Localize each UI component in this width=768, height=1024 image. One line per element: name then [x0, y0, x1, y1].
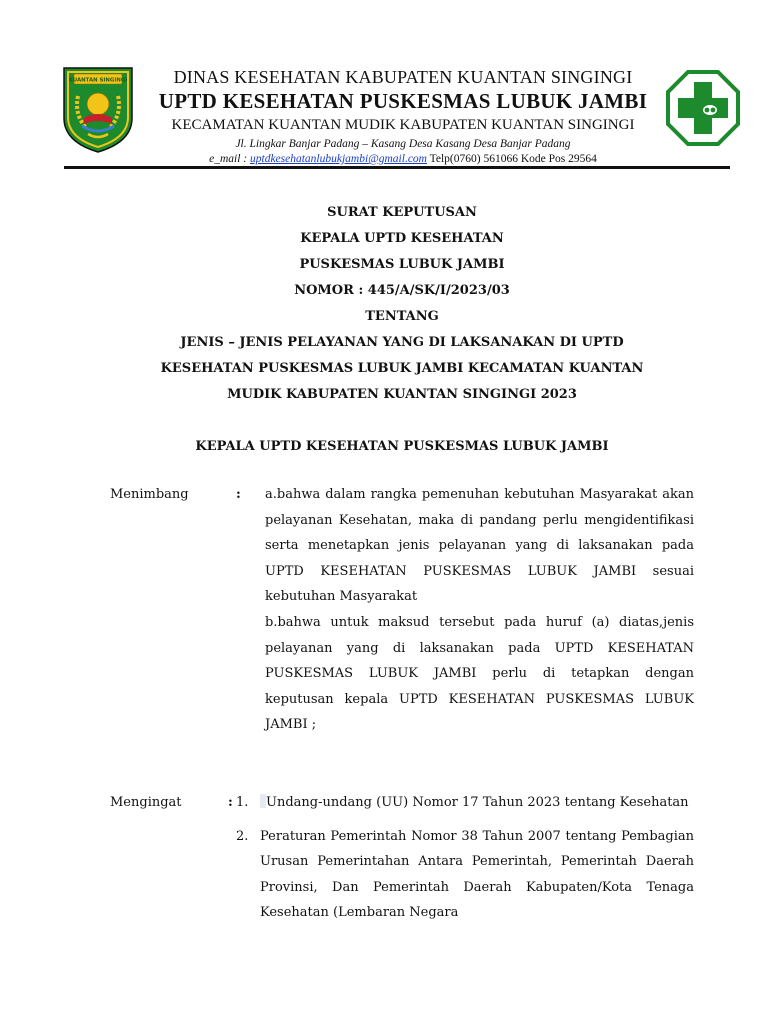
decree-number: NOMOR : 445/A/SK/I/2023/03	[294, 283, 510, 298]
address-line: Jl. Lingkar Banjar Padang – Kasang Desa Kasang Desa Banjar Padang	[235, 138, 571, 150]
decree-issuer-unit: PUSKESMAS LUBUK JAMBI	[299, 257, 505, 272]
decree-subject-line-2: KESEHATAN PUSKESMAS LUBUK JAMBI KECAMATAN KUANTAN	[160, 361, 644, 376]
mengingat-item-text: Undang-undang (UU) Nomor 17 Tahun 2023 tentang Kesehatan	[266, 795, 689, 810]
mengingat-item	[236, 790, 694, 816]
menimbang-colon: :	[236, 487, 241, 502]
decree-tentang: TENTANG	[365, 309, 439, 324]
decree-subject-line-1: JENIS – JENIS PELAYANAN YANG DI LAKSANAKAN DI UPTD	[180, 335, 624, 350]
letterhead-divider	[64, 166, 730, 169]
agency-name: DINAS KESEHATAN KABUPATEN KUANTAN SINGINGI	[173, 67, 633, 87]
letterhead	[140, 66, 666, 167]
institution-name: UPTD KESEHATAN PUSKESMAS LUBUK JAMBI	[158, 89, 648, 113]
decree-heading: KEPALA UPTD KESEHATAN PUSKESMAS LUBUK JAMBI	[195, 439, 609, 454]
puskesmas-logo-icon	[666, 70, 740, 146]
menimbang-body	[265, 482, 694, 738]
decree-type: SURAT KEPUTUSAN	[327, 205, 477, 220]
phone-postcode: Telp(0760) 561066 Kode Pos 29564	[426, 153, 597, 165]
menimbang-point-a: a.bahwa dalam rangka pemenuhan kebutuhan Masyarakat akan pelayanan Kesehatan, maka di pandang perlu mengidentifikasi serta menetapkan jenis pelayanan yang di laksanakan pada UPTD KESEHATAN PUSKESMAS LUBUK JAMBI sesuai kebutuhan Masyarakat	[265, 487, 694, 605]
emblem-banner-text: KUANTAN SINGINGI	[68, 77, 128, 84]
email-link[interactable]: uptdkesehatanlubukjambi@gmail.com	[250, 153, 427, 165]
mengingat-item	[236, 824, 694, 926]
email-label: e_mail :	[209, 153, 250, 165]
mengingat-item-text: Peraturan Pemerintah Nomor 38 Tahun 2007 tentang Pembagian Urusan Pemerintahan Antara Pemerintah, Pemerintah Daerah Provinsi, Dan Pemerintah Daerah Kabupaten/Kota Tenaga Kesehatan (Lembaran Negara	[260, 828, 694, 921]
mengingat-item-number: 2.	[236, 828, 249, 844]
decree-title-block	[100, 200, 704, 460]
menimbang-label: Menimbang	[110, 487, 189, 502]
mengingat-list	[236, 790, 694, 926]
mengingat-colon: :	[228, 795, 233, 810]
decree-issuer: KEPALA UPTD KESEHATAN	[300, 231, 504, 246]
district-name: KECAMATAN KUANTAN MUDIK KABUPATEN KUANTAN SINGINGI	[171, 117, 635, 133]
mengingat-label: Mengingat	[110, 795, 182, 810]
decree-subject-line-3: MUDIK KABUPATEN KUANTAN SINGINGI 2023	[227, 387, 577, 402]
menimbang-point-b: b.bahwa untuk maksud tersebut pada huruf (a) diatas,jenis pelayanan yang di laksanakan pada UPTD KESEHATAN PUSKESMAS LUBUK JAMBI perlu di tetapkan dengan keputusan kepala UPTD KESEHATAN PUSKESMAS LUBUK JAMBI ;	[265, 614, 694, 733]
kuantan-singingi-emblem-icon	[62, 66, 134, 154]
contact-line	[140, 152, 666, 167]
mengingat-item-number: 1.	[236, 795, 249, 810]
